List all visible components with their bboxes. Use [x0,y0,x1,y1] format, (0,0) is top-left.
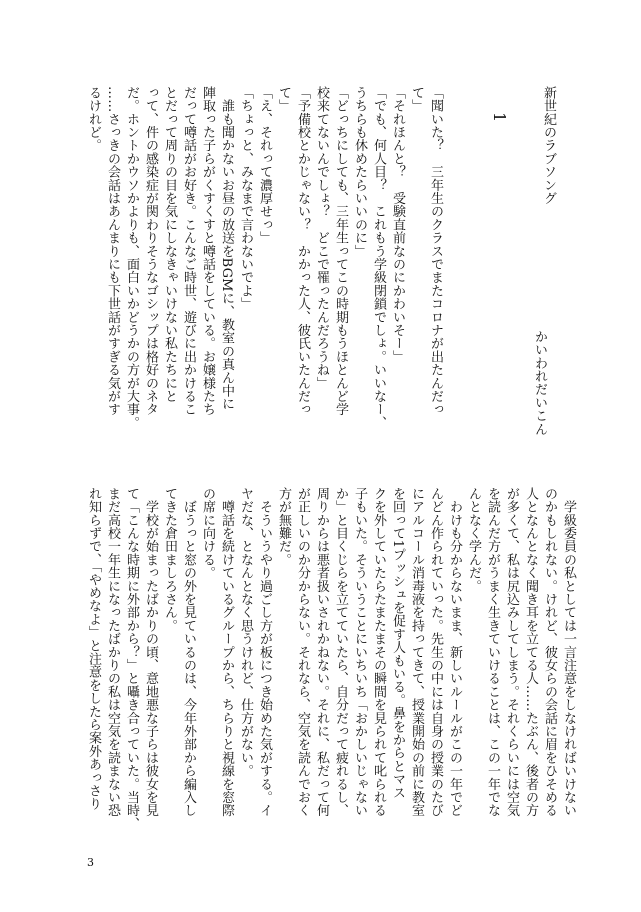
text-line: を読んだ方がうまく生きていけることは、この一年でな [485,487,500,817]
lower-body-text [84,487,578,831]
text-line: 人となんとなく聞き耳を立てる人……たぶん、後者の方 [523,487,538,817]
text-line: にアルコール消毒液を持ってきて、授業開始の前に教室 [409,487,424,817]
text-line: 学級委員の私としては一言注意をしなければいけない [561,487,576,817]
text-line: か」と目くじらを立てていたら、自分だって疲れるし、 [333,487,348,817]
text-line: 陣取った子らがくすくすと噂話をしている。お嬢様たち [200,86,215,416]
text-line: うちらも休めたらいいのに」 [352,86,367,258]
page-number: 3 [87,856,94,869]
text-line: れ知らずで、「やめなよ」と注意をしたら案外あっさり [86,487,101,811]
text-line: の席に向ける。 [200,487,215,580]
text-line: て「こんな時期に外部から？」と囁き合っていた。当時、 [124,487,139,831]
text-line: そういうやり過ごし方が板につき始めた気がする。イ [257,487,272,817]
text-line: 「え、それって濃厚せっ」 [257,86,272,245]
text-line: んどん作られていった。先生の中には自身の授業のたび [428,487,443,817]
text-line: 子もいた。そういうことにいちいち「おかしいじゃない [352,487,367,817]
text-line: 「聞いた？ 三年生のクラスでまたコロナが出たんだっ [428,86,443,416]
text-line: 「でも、何人目？ これもう学級閉鎖でしょ。いいなー、 [371,86,386,430]
story-title: 新世紀のラブソング [541,86,556,205]
chapter-number: 1 [490,112,509,123]
text-line: るけれど。 [86,86,101,152]
text-line: だって噂話がお好き。こんなご時世、遊びに出かけるこ [181,86,196,416]
text-line: 「それほんと？ 受験直前なのにかわいそー」 [390,86,405,364]
text-line: んとなく学んだ。 [466,487,481,593]
text-line: 噂話を続けているグループから、ちらりと視線を窓際 [219,487,234,817]
text-line: 校来てないんでしょ？ どこで罹ったんだろうね」 [314,86,329,390]
text-line: 「どっちにしても、三年生ってこの時期もうほとんど学 [333,86,348,416]
text-line: が正しいのか分からない。それなら、空気を読んでおく [295,487,310,817]
text-line: のかもしれない。けれど、彼女らの会話に眉をひそめる [542,487,557,817]
text-line: 誰も聞かないお昼の放送をBGMに、教室の真ん中に [219,86,234,411]
text-line: てきた倉田ましろさん。 [162,487,177,633]
text-line: を回って1プッシュを促す人もいる。鼻をからとマス [390,487,405,800]
text-line: 「ちょっと、みなまで言わないでよ」 [238,86,253,311]
text-line: 「予備校とかじゃない？ かかった人、彼氏いたんだっ [295,86,310,416]
text-line: ……さっきの会話はあんまりにも下世話がすぎる気がす [105,86,120,416]
text-line: クを外していたらたまたまその瞬間を見られて叱られる [371,487,386,817]
text-line: が多くて、私は尻込みしてしまう。それくらいには空気 [504,487,519,817]
text-line: ぼうっと窓の外を見ているのは、今年外部から編入し [181,487,196,817]
text-line: 学校が始まったばかりの頃、意地悪な子らは彼女を見 [143,487,158,817]
text-line: 方が無難だ。 [276,487,291,567]
text-line: 周りからは悪者扱いされかねない。それに、私だって何 [314,487,329,817]
text-line: まだ高校一年生になったばかりの私は空気を読まない恐 [105,487,120,817]
text-line: て」 [276,86,291,113]
upper-body-text [84,86,445,430]
text-line: わけも分からないまま、新しいルールがこの一年でど [447,487,462,817]
text-line: て」 [409,86,424,113]
author-name: かいわれだいこん [532,330,547,436]
text-line: だ。ホントかウソかよりも、面白いかどうかの方が大事。 [124,86,139,430]
text-line: とだって周りの目を気にしなきゃいけない私たちにと [162,86,177,403]
text-line: って、件の感染症が関わりそうなゴシップは格好のネタ [143,86,158,416]
text-line: ヤだな、となんとなく思うけれど、仕方がない。 [238,487,253,778]
